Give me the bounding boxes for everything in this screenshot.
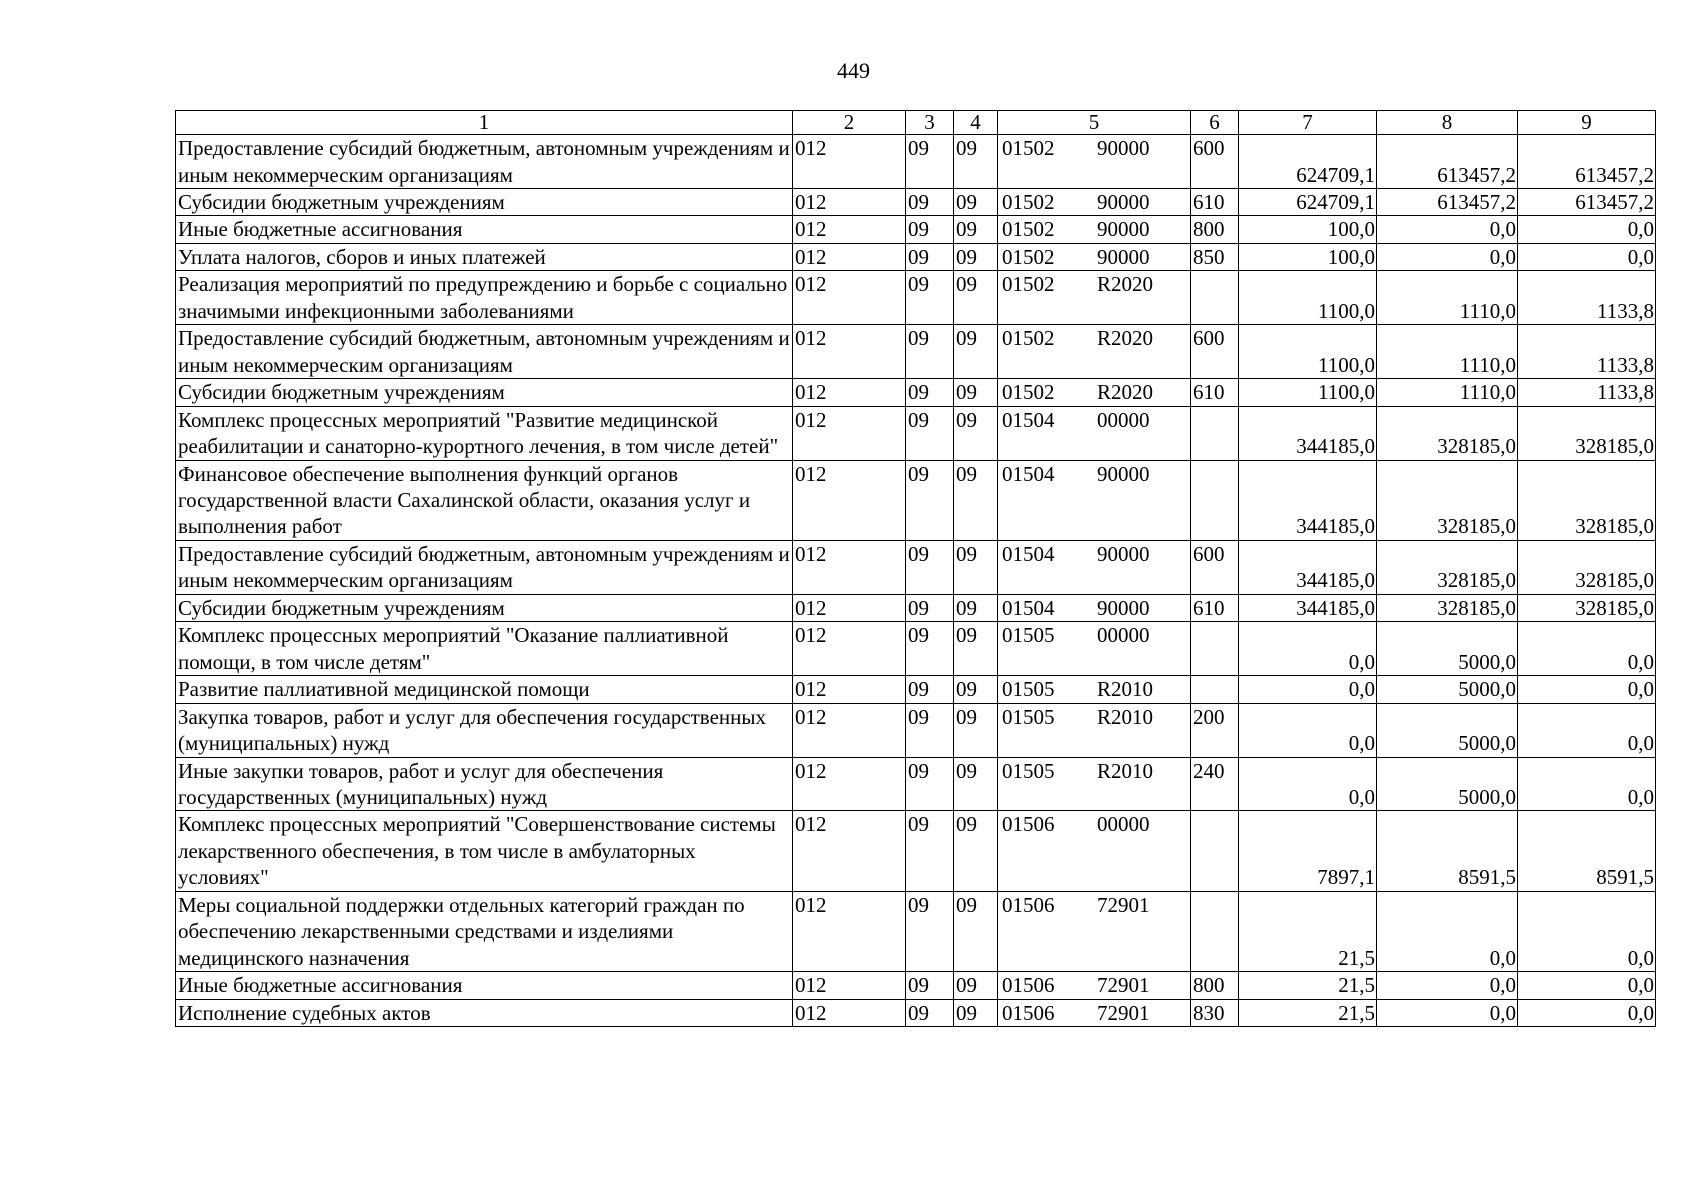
expense-type-code: 600 bbox=[1191, 540, 1239, 594]
section-code: 09 bbox=[906, 999, 954, 1026]
grbs-code: 012 bbox=[793, 189, 906, 216]
subsection-code: 09 bbox=[954, 406, 998, 460]
table-row bbox=[176, 703, 1656, 757]
row-name: Субсидии бюджетным учреждениям bbox=[176, 189, 793, 216]
row-name: Субсидии бюджетным учреждениям bbox=[176, 594, 793, 621]
table-row bbox=[176, 594, 1656, 621]
row-name: Субсидии бюджетным учреждениям bbox=[176, 379, 793, 406]
amount-year-1: 0,0 bbox=[1239, 622, 1377, 676]
expense-type-code: 610 bbox=[1191, 594, 1239, 621]
target-article-code bbox=[998, 811, 1191, 891]
table-header-row bbox=[176, 111, 1656, 135]
expense-type-code bbox=[1191, 811, 1239, 891]
program-code: 01502 bbox=[1002, 217, 1055, 242]
amount-year-1: 1100,0 bbox=[1239, 379, 1377, 406]
expense-type-code: 610 bbox=[1191, 189, 1239, 216]
program-code: 01506 bbox=[1002, 1000, 1055, 1025]
table-row bbox=[176, 216, 1656, 243]
table-row bbox=[176, 891, 1656, 971]
grbs-code: 012 bbox=[793, 540, 906, 594]
amount-year-1: 0,0 bbox=[1239, 676, 1377, 703]
subsection-code: 09 bbox=[954, 811, 998, 891]
direction-code: R2020 bbox=[1097, 272, 1154, 297]
row-name: Предоставление субсидий бюджетным, автономным учреждениям и иным некоммерческим организациям bbox=[176, 540, 793, 594]
direction-code: 72901 bbox=[1097, 973, 1150, 998]
amount-year-3: 0,0 bbox=[1518, 622, 1656, 676]
section-code: 09 bbox=[906, 622, 954, 676]
table-row bbox=[176, 811, 1656, 891]
program-code: 01506 bbox=[1002, 973, 1055, 998]
column-header: 5 bbox=[998, 111, 1191, 135]
expense-type-code: 850 bbox=[1191, 243, 1239, 270]
expense-type-code: 200 bbox=[1191, 703, 1239, 757]
grbs-code: 012 bbox=[793, 271, 906, 325]
column-header: 2 bbox=[793, 111, 906, 135]
program-code: 01504 bbox=[1002, 461, 1055, 486]
amount-year-2: 0,0 bbox=[1377, 891, 1518, 971]
amount-year-1: 100,0 bbox=[1239, 216, 1377, 243]
row-name: Финансовое обеспечение выполнения функций органов государственной власти Сахалинской области, оказания услуг и выполнения работ bbox=[176, 460, 793, 540]
column-header: 1 bbox=[176, 111, 793, 135]
direction-code: 90000 bbox=[1097, 595, 1150, 620]
table-row bbox=[176, 972, 1656, 999]
program-code: 01504 bbox=[1002, 407, 1055, 432]
direction-code: R2020 bbox=[1097, 326, 1154, 351]
program-code: 01502 bbox=[1002, 380, 1055, 405]
amount-year-1: 100,0 bbox=[1239, 243, 1377, 270]
amount-year-2: 328185,0 bbox=[1377, 460, 1518, 540]
target-article-code bbox=[998, 757, 1191, 811]
amount-year-1: 7897,1 bbox=[1239, 811, 1377, 891]
table-row bbox=[176, 460, 1656, 540]
target-article-code bbox=[998, 540, 1191, 594]
subsection-code: 09 bbox=[954, 676, 998, 703]
subsection-code: 09 bbox=[954, 271, 998, 325]
expense-type-code: 830 bbox=[1191, 999, 1239, 1026]
amount-year-1: 344185,0 bbox=[1239, 406, 1377, 460]
grbs-code: 012 bbox=[793, 406, 906, 460]
column-header: 9 bbox=[1518, 111, 1656, 135]
table-row bbox=[176, 379, 1656, 406]
amount-year-3: 328185,0 bbox=[1518, 406, 1656, 460]
expense-type-code: 600 bbox=[1191, 135, 1239, 189]
program-code: 01505 bbox=[1002, 704, 1055, 729]
direction-code: R2010 bbox=[1097, 758, 1154, 783]
amount-year-3: 0,0 bbox=[1518, 243, 1656, 270]
amount-year-1: 344185,0 bbox=[1239, 460, 1377, 540]
column-header: 7 bbox=[1239, 111, 1377, 135]
target-article-code bbox=[998, 135, 1191, 189]
section-code: 09 bbox=[906, 811, 954, 891]
expense-type-code: 240 bbox=[1191, 757, 1239, 811]
direction-code: 90000 bbox=[1097, 190, 1150, 214]
direction-code: 90000 bbox=[1097, 244, 1150, 269]
amount-year-1: 1100,0 bbox=[1239, 325, 1377, 379]
target-article-code bbox=[998, 594, 1191, 621]
subsection-code: 09 bbox=[954, 216, 998, 243]
grbs-code: 012 bbox=[793, 703, 906, 757]
amount-year-2: 0,0 bbox=[1377, 243, 1518, 270]
table-body bbox=[176, 135, 1656, 1027]
amount-year-2: 8591,5 bbox=[1377, 811, 1518, 891]
direction-code: 90000 bbox=[1097, 217, 1150, 242]
subsection-code: 09 bbox=[954, 540, 998, 594]
section-code: 09 bbox=[906, 271, 954, 325]
row-name: Предоставление субсидий бюджетным, автономным учреждениям и иным некоммерческим организациям bbox=[176, 135, 793, 189]
expense-type-code: 800 bbox=[1191, 216, 1239, 243]
grbs-code: 012 bbox=[793, 811, 906, 891]
direction-code: 00000 bbox=[1097, 812, 1150, 837]
program-code: 01502 bbox=[1002, 190, 1055, 214]
column-header: 3 bbox=[906, 111, 954, 135]
program-code: 01505 bbox=[1002, 758, 1055, 783]
program-code: 01502 bbox=[1002, 244, 1055, 269]
table-row bbox=[176, 135, 1656, 189]
amount-year-1: 344185,0 bbox=[1239, 540, 1377, 594]
grbs-code: 012 bbox=[793, 891, 906, 971]
subsection-code: 09 bbox=[954, 757, 998, 811]
page-number: 449 bbox=[837, 58, 870, 83]
amount-year-2: 0,0 bbox=[1377, 999, 1518, 1026]
grbs-code: 012 bbox=[793, 135, 906, 189]
expense-type-code: 800 bbox=[1191, 972, 1239, 999]
row-name: Меры социальной поддержки отдельных категорий граждан по обеспечению лекарственными средствами и изделиями медицинского назначения bbox=[176, 891, 793, 971]
subsection-code: 09 bbox=[954, 460, 998, 540]
grbs-code: 012 bbox=[793, 325, 906, 379]
amount-year-2: 328185,0 bbox=[1377, 406, 1518, 460]
section-code: 09 bbox=[906, 243, 954, 270]
amount-year-3: 0,0 bbox=[1518, 891, 1656, 971]
program-code: 01504 bbox=[1002, 541, 1055, 566]
expense-type-code: 610 bbox=[1191, 379, 1239, 406]
target-article-code bbox=[998, 622, 1191, 676]
amount-year-3: 328185,0 bbox=[1518, 540, 1656, 594]
table-row bbox=[176, 189, 1656, 216]
subsection-code: 09 bbox=[954, 379, 998, 406]
expense-type-code bbox=[1191, 676, 1239, 703]
row-name: Реализация мероприятий по предупреждению и борьбе с социально значимыми инфекционными заболеваниями bbox=[176, 271, 793, 325]
section-code: 09 bbox=[906, 460, 954, 540]
direction-code: R2010 bbox=[1097, 677, 1154, 702]
grbs-code: 012 bbox=[793, 594, 906, 621]
section-code: 09 bbox=[906, 216, 954, 243]
section-code: 09 bbox=[906, 189, 954, 216]
program-code: 01504 bbox=[1002, 595, 1055, 620]
program-code: 01502 bbox=[1002, 136, 1055, 161]
subsection-code: 09 bbox=[954, 135, 998, 189]
direction-code: 90000 bbox=[1097, 541, 1150, 566]
subsection-code: 09 bbox=[954, 243, 998, 270]
amount-year-1: 344185,0 bbox=[1239, 594, 1377, 621]
budget-table bbox=[175, 110, 1656, 1027]
grbs-code: 012 bbox=[793, 757, 906, 811]
table-row bbox=[176, 540, 1656, 594]
grbs-code: 012 bbox=[793, 676, 906, 703]
amount-year-3: 613457,2 bbox=[1518, 135, 1656, 189]
expense-type-code: 600 bbox=[1191, 325, 1239, 379]
row-name: Предоставление субсидий бюджетным, автономным учреждениям и иным некоммерческим организациям bbox=[176, 325, 793, 379]
amount-year-2: 613457,2 bbox=[1377, 135, 1518, 189]
subsection-code: 09 bbox=[954, 622, 998, 676]
amount-year-2: 0,0 bbox=[1377, 216, 1518, 243]
table-row bbox=[176, 622, 1656, 676]
target-article-code bbox=[998, 972, 1191, 999]
amount-year-1: 21,5 bbox=[1239, 891, 1377, 971]
row-name: Иные бюджетные ассигнования bbox=[176, 216, 793, 243]
section-code: 09 bbox=[906, 135, 954, 189]
direction-code: 72901 bbox=[1097, 1000, 1150, 1025]
subsection-code: 09 bbox=[954, 703, 998, 757]
amount-year-3: 328185,0 bbox=[1518, 594, 1656, 621]
table-row bbox=[176, 325, 1656, 379]
section-code: 09 bbox=[906, 891, 954, 971]
amount-year-2: 328185,0 bbox=[1377, 594, 1518, 621]
amount-year-1: 0,0 bbox=[1239, 703, 1377, 757]
subsection-code: 09 bbox=[954, 891, 998, 971]
target-article-code bbox=[998, 243, 1191, 270]
expense-type-code bbox=[1191, 271, 1239, 325]
target-article-code bbox=[998, 189, 1191, 216]
amount-year-2: 613457,2 bbox=[1377, 189, 1518, 216]
amount-year-1: 21,5 bbox=[1239, 999, 1377, 1026]
section-code: 09 bbox=[906, 972, 954, 999]
section-code: 09 bbox=[906, 594, 954, 621]
direction-code: 00000 bbox=[1097, 623, 1150, 648]
direction-code: 90000 bbox=[1097, 461, 1150, 486]
amount-year-1: 624709,1 bbox=[1239, 135, 1377, 189]
subsection-code: 09 bbox=[954, 972, 998, 999]
target-article-code bbox=[998, 379, 1191, 406]
amount-year-3: 1133,8 bbox=[1518, 271, 1656, 325]
expense-type-code bbox=[1191, 622, 1239, 676]
table-row bbox=[176, 271, 1656, 325]
row-name: Комплекс процессных мероприятий "Оказание паллиативной помощи, в том числе детям" bbox=[176, 622, 793, 676]
subsection-code: 09 bbox=[954, 325, 998, 379]
section-code: 09 bbox=[906, 540, 954, 594]
grbs-code: 012 bbox=[793, 216, 906, 243]
expense-type-code bbox=[1191, 891, 1239, 971]
target-article-code bbox=[998, 999, 1191, 1026]
row-name: Исполнение судебных актов bbox=[176, 999, 793, 1026]
amount-year-3: 1133,8 bbox=[1518, 325, 1656, 379]
row-name: Иные бюджетные ассигнования bbox=[176, 972, 793, 999]
grbs-code: 012 bbox=[793, 460, 906, 540]
expense-type-code bbox=[1191, 406, 1239, 460]
direction-code: 72901 bbox=[1097, 892, 1150, 917]
row-name: Развитие паллиативной медицинской помощи bbox=[176, 676, 793, 703]
column-header: 6 bbox=[1191, 111, 1239, 135]
amount-year-2: 0,0 bbox=[1377, 972, 1518, 999]
program-code: 01505 bbox=[1002, 677, 1055, 702]
grbs-code: 012 bbox=[793, 379, 906, 406]
table-row bbox=[176, 406, 1656, 460]
section-code: 09 bbox=[906, 676, 954, 703]
table-row bbox=[176, 757, 1656, 811]
section-code: 09 bbox=[906, 325, 954, 379]
section-code: 09 bbox=[906, 757, 954, 811]
section-code: 09 bbox=[906, 703, 954, 757]
row-name: Закупка товаров, работ и услуг для обеспечения государственных (муниципальных) нужд bbox=[176, 703, 793, 757]
target-article-code bbox=[998, 406, 1191, 460]
amount-year-3: 0,0 bbox=[1518, 972, 1656, 999]
section-code: 09 bbox=[906, 406, 954, 460]
amount-year-3: 613457,2 bbox=[1518, 189, 1656, 216]
table-row bbox=[176, 999, 1656, 1026]
column-header: 4 bbox=[954, 111, 998, 135]
amount-year-3: 0,0 bbox=[1518, 216, 1656, 243]
row-name: Комплекс процессных мероприятий "Совершенствование системы лекарственного обеспечения, в том числе в амбулаторных условиях" bbox=[176, 811, 793, 891]
amount-year-1: 0,0 bbox=[1239, 757, 1377, 811]
direction-code: 90000 bbox=[1097, 136, 1150, 161]
amount-year-1: 624709,1 bbox=[1239, 189, 1377, 216]
amount-year-3: 328185,0 bbox=[1518, 460, 1656, 540]
target-article-code bbox=[998, 891, 1191, 971]
target-article-code bbox=[998, 325, 1191, 379]
target-article-code bbox=[998, 676, 1191, 703]
amount-year-2: 5000,0 bbox=[1377, 676, 1518, 703]
amount-year-2: 1110,0 bbox=[1377, 271, 1518, 325]
subsection-code: 09 bbox=[954, 189, 998, 216]
target-article-code bbox=[998, 703, 1191, 757]
amount-year-1: 21,5 bbox=[1239, 972, 1377, 999]
program-code: 01506 bbox=[1002, 892, 1055, 917]
table-row bbox=[176, 243, 1656, 270]
row-name: Комплекс процессных мероприятий "Развитие медицинской реабилитации и санаторно-курортного лечения, в том числе детей" bbox=[176, 406, 793, 460]
column-header: 8 bbox=[1377, 111, 1518, 135]
amount-year-3: 0,0 bbox=[1518, 676, 1656, 703]
program-code: 01505 bbox=[1002, 623, 1055, 648]
grbs-code: 012 bbox=[793, 972, 906, 999]
amount-year-1: 1100,0 bbox=[1239, 271, 1377, 325]
program-code: 01502 bbox=[1002, 326, 1055, 351]
amount-year-2: 5000,0 bbox=[1377, 622, 1518, 676]
row-name: Уплата налогов, сборов и иных платежей bbox=[176, 243, 793, 270]
direction-code: R2010 bbox=[1097, 704, 1154, 729]
table-row bbox=[176, 676, 1656, 703]
amount-year-3: 0,0 bbox=[1518, 999, 1656, 1026]
grbs-code: 012 bbox=[793, 999, 906, 1026]
amount-year-2: 1110,0 bbox=[1377, 379, 1518, 406]
grbs-code: 012 bbox=[793, 243, 906, 270]
subsection-code: 09 bbox=[954, 594, 998, 621]
amount-year-2: 5000,0 bbox=[1377, 703, 1518, 757]
section-code: 09 bbox=[906, 379, 954, 406]
amount-year-3: 0,0 bbox=[1518, 703, 1656, 757]
subsection-code: 09 bbox=[954, 999, 998, 1026]
target-article-code bbox=[998, 216, 1191, 243]
amount-year-3: 1133,8 bbox=[1518, 379, 1656, 406]
amount-year-3: 0,0 bbox=[1518, 757, 1656, 811]
expense-type-code bbox=[1191, 460, 1239, 540]
amount-year-2: 1110,0 bbox=[1377, 325, 1518, 379]
direction-code: 00000 bbox=[1097, 407, 1150, 432]
amount-year-3: 8591,5 bbox=[1518, 811, 1656, 891]
target-article-code bbox=[998, 460, 1191, 540]
amount-year-2: 328185,0 bbox=[1377, 540, 1518, 594]
direction-code: R2020 bbox=[1097, 380, 1154, 405]
row-name: Иные закупки товаров, работ и услуг для обеспечения государственных (муниципальных) нужд bbox=[176, 757, 793, 811]
grbs-code: 012 bbox=[793, 622, 906, 676]
program-code: 01502 bbox=[1002, 272, 1055, 297]
amount-year-2: 5000,0 bbox=[1377, 757, 1518, 811]
target-article-code bbox=[998, 271, 1191, 325]
program-code: 01506 bbox=[1002, 812, 1055, 837]
